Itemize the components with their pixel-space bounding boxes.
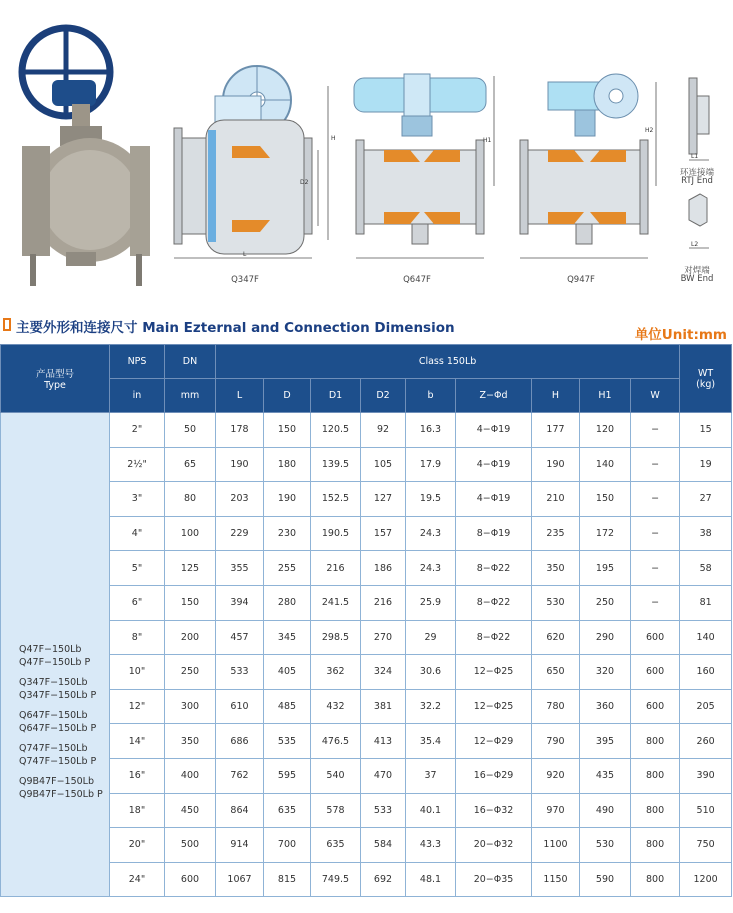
cell-wt: 260 [680, 724, 732, 759]
table-row [1, 482, 732, 517]
cell-l: 355 [216, 551, 264, 586]
unit-label: 单位Unit:mm [634, 327, 727, 343]
cell-w: 600 [631, 655, 680, 690]
cell-h: 920 [532, 758, 580, 793]
cell-zd: 4−Φ19 [456, 447, 532, 482]
cell-zd: 8−Φ19 [456, 516, 532, 551]
cell-nps: 12" [110, 689, 165, 724]
cell-dn: 125 [165, 551, 216, 586]
cell-h: 235 [532, 516, 580, 551]
cell-nps: 3" [110, 482, 165, 517]
cell-nps: 20" [110, 828, 165, 863]
cell-l: 533 [216, 655, 264, 690]
type-item: Q9B47F−150Lb P [19, 788, 103, 800]
cell-b: 30.6 [406, 655, 456, 690]
cell-b: 48.1 [406, 862, 456, 897]
cell-d: 635 [264, 793, 311, 828]
header-row-2 [1, 379, 732, 413]
cell-d2: 692 [361, 862, 406, 897]
cell-d2: 216 [361, 585, 406, 620]
header-type [1, 345, 110, 413]
cell-h1: 140 [580, 447, 631, 482]
cell-h1: 320 [580, 655, 631, 690]
dimension-table [0, 344, 732, 897]
cell-dn: 65 [165, 447, 216, 482]
cell-zd: 8−Φ22 [456, 585, 532, 620]
cell-d2: 127 [361, 482, 406, 517]
table-body [1, 413, 732, 897]
cell-l: 1067 [216, 862, 264, 897]
cell-zd: 8−Φ22 [456, 620, 532, 655]
header-col-d2: D2 [361, 379, 406, 413]
cell-dn: 600 [165, 862, 216, 897]
cell-h: 780 [532, 689, 580, 724]
cell-d2: 92 [361, 413, 406, 448]
cell-d1: 190.5 [311, 516, 361, 551]
cell-h: 177 [532, 413, 580, 448]
header-wt [680, 345, 732, 413]
cell-d2: 584 [361, 828, 406, 863]
rtj-dim-l1: L1 [691, 153, 699, 160]
cell-b: 17.9 [406, 447, 456, 482]
cell-d1: 241.5 [311, 585, 361, 620]
header-dn: DN [165, 345, 216, 379]
cell-h: 620 [532, 620, 580, 655]
cell-d2: 157 [361, 516, 406, 551]
cell-h: 970 [532, 793, 580, 828]
cell-d1: 120.5 [311, 413, 361, 448]
cell-h1: 530 [580, 828, 631, 863]
cell-wt: 27 [680, 482, 732, 517]
type-list-cell [1, 413, 110, 897]
cell-wt: 81 [680, 585, 732, 620]
cell-dn: 350 [165, 724, 216, 759]
cell-d: 190 [264, 482, 311, 517]
cell-b: 32.2 [406, 689, 456, 724]
cell-wt: 1200 [680, 862, 732, 897]
cell-w: 800 [631, 793, 680, 828]
table-row [1, 758, 732, 793]
cell-d1: 635 [311, 828, 361, 863]
cell-zd: 16−Φ29 [456, 758, 532, 793]
cell-dn: 150 [165, 585, 216, 620]
cell-d2: 470 [361, 758, 406, 793]
cell-nps: 4" [110, 516, 165, 551]
cell-nps: 24" [110, 862, 165, 897]
bw-end-caption-en: BW End [680, 274, 714, 284]
cell-l: 178 [216, 413, 264, 448]
bracket-icon [3, 318, 11, 331]
cell-zd: 4−Φ19 [456, 482, 532, 517]
cell-d: 255 [264, 551, 311, 586]
cell-zd: 8−Φ22 [456, 551, 532, 586]
cell-h1: 120 [580, 413, 631, 448]
cell-l: 203 [216, 482, 264, 517]
cell-wt: 140 [680, 620, 732, 655]
cell-d1: 298.5 [311, 620, 361, 655]
cell-nps: 2½" [110, 447, 165, 482]
cell-nps: 10" [110, 655, 165, 690]
table-row [1, 724, 732, 759]
type-item: Q747F−150Lb P [19, 755, 97, 767]
cell-d: 485 [264, 689, 311, 724]
header-nps-unit: in [110, 379, 165, 413]
q347f-drawing [174, 66, 328, 258]
cell-w: 600 [631, 620, 680, 655]
table-row [1, 828, 732, 863]
cell-d2: 105 [361, 447, 406, 482]
cell-d2: 413 [361, 724, 406, 759]
cell-dn: 100 [165, 516, 216, 551]
type-item: Q47F−150Lb [19, 644, 82, 656]
cell-nps: 8" [110, 620, 165, 655]
cell-nps: 2" [110, 413, 165, 448]
cell-d1: 432 [311, 689, 361, 724]
cell-d2: 270 [361, 620, 406, 655]
cell-l: 457 [216, 620, 264, 655]
type-item: Q47F−150Lb P [19, 656, 91, 668]
cell-d1: 216 [311, 551, 361, 586]
header-dn-unit: mm [165, 379, 216, 413]
cell-w: − [631, 516, 680, 551]
cell-b: 19.5 [406, 482, 456, 517]
cell-h: 530 [532, 585, 580, 620]
cell-h1: 290 [580, 620, 631, 655]
cell-wt: 38 [680, 516, 732, 551]
q347f-dim-l: L [243, 251, 247, 258]
header-col-l: L [216, 379, 264, 413]
table-row [1, 551, 732, 586]
cell-dn: 500 [165, 828, 216, 863]
header-col-zd: Z−Φd [456, 379, 532, 413]
cell-d1: 476.5 [311, 724, 361, 759]
cell-zd: 4−Φ19 [456, 413, 532, 448]
cell-wt: 58 [680, 551, 732, 586]
table-row [1, 620, 732, 655]
header-row-1 [1, 345, 732, 379]
cell-l: 914 [216, 828, 264, 863]
q347f-dim-d: D2 [300, 179, 309, 186]
table-row [1, 655, 732, 690]
cell-h: 1100 [532, 828, 580, 863]
cell-zd: 20−Φ35 [456, 862, 532, 897]
q947f-dim-h2: H2 [645, 127, 654, 134]
cell-d1: 362 [311, 655, 361, 690]
cell-h1: 172 [580, 516, 631, 551]
header-wt-unit: (kg) [696, 378, 716, 390]
cell-h1: 395 [580, 724, 631, 759]
cell-l: 686 [216, 724, 264, 759]
cell-d: 815 [264, 862, 311, 897]
rtj-end-caption-cn: 环连接端 [679, 168, 714, 178]
table-row [1, 413, 732, 448]
table-row [1, 862, 732, 897]
type-item: Q9B47F−150Lb [19, 776, 95, 788]
table-row [1, 516, 732, 551]
cell-dn: 300 [165, 689, 216, 724]
bw-end-detail [689, 194, 709, 248]
cell-b: 43.3 [406, 828, 456, 863]
cell-wt: 390 [680, 758, 732, 793]
cell-dn: 200 [165, 620, 216, 655]
cell-b: 35.4 [406, 724, 456, 759]
cell-w: − [631, 482, 680, 517]
q647f-caption: Q647F [403, 275, 431, 285]
cell-nps: 14" [110, 724, 165, 759]
cell-w: 800 [631, 758, 680, 793]
bw-end-caption-cn: 对焊端 [684, 266, 710, 276]
header-col-w: W [631, 379, 680, 413]
cell-d: 180 [264, 447, 311, 482]
header-col-d: D [264, 379, 311, 413]
cell-l: 864 [216, 793, 264, 828]
cell-h: 190 [532, 447, 580, 482]
cell-wt: 750 [680, 828, 732, 863]
table-row [1, 447, 732, 482]
cell-h1: 150 [580, 482, 631, 517]
cell-d: 700 [264, 828, 311, 863]
cell-zd: 12−Φ25 [456, 689, 532, 724]
cell-w: 800 [631, 828, 680, 863]
cell-wt: 15 [680, 413, 732, 448]
cell-h1: 490 [580, 793, 631, 828]
cell-l: 190 [216, 447, 264, 482]
section-title: 主要外形和连接尺寸 Main Ezternal and Connection Dimension [16, 320, 455, 336]
cell-wt: 19 [680, 447, 732, 482]
cell-zd: 12−Φ29 [456, 724, 532, 759]
cell-d2: 186 [361, 551, 406, 586]
cell-h: 1150 [532, 862, 580, 897]
q947f-caption: Q947F [567, 275, 595, 285]
cell-b: 29 [406, 620, 456, 655]
cell-h: 350 [532, 551, 580, 586]
header-col-h1: H1 [580, 379, 631, 413]
header-wt-label: WT [698, 367, 714, 379]
cell-d1: 540 [311, 758, 361, 793]
cell-dn: 450 [165, 793, 216, 828]
cell-w: 800 [631, 724, 680, 759]
cell-nps: 6" [110, 585, 165, 620]
cell-dn: 400 [165, 758, 216, 793]
q347f-caption: Q347F [231, 275, 259, 285]
valve-diagram-strip [0, 0, 733, 305]
header-col-b: b [406, 379, 456, 413]
cell-d: 345 [264, 620, 311, 655]
cell-h: 650 [532, 655, 580, 690]
cell-zd: 16−Φ32 [456, 793, 532, 828]
cell-b: 24.3 [406, 551, 456, 586]
cell-dn: 50 [165, 413, 216, 448]
cell-wt: 160 [680, 655, 732, 690]
cell-wt: 205 [680, 689, 732, 724]
cell-w: 800 [631, 862, 680, 897]
cell-l: 394 [216, 585, 264, 620]
cell-h1: 360 [580, 689, 631, 724]
table-row [1, 585, 732, 620]
table-row [1, 793, 732, 828]
type-item: Q347F−150Lb P [19, 689, 97, 701]
header-type-en: Type [44, 380, 66, 391]
q347f-dim-h: H [331, 135, 336, 142]
cell-h1: 250 [580, 585, 631, 620]
cell-h: 210 [532, 482, 580, 517]
type-item: Q747F−150Lb [19, 743, 88, 755]
cell-l: 762 [216, 758, 264, 793]
cell-wt: 510 [680, 793, 732, 828]
cell-w: − [631, 585, 680, 620]
cell-b: 25.9 [406, 585, 456, 620]
rtj-end-detail [689, 78, 709, 160]
cell-h1: 590 [580, 862, 631, 897]
cell-nps: 5" [110, 551, 165, 586]
bw-dim-l2: L2 [691, 241, 699, 248]
cell-dn: 80 [165, 482, 216, 517]
cell-d2: 324 [361, 655, 406, 690]
cell-d1: 749.5 [311, 862, 361, 897]
type-item: Q647F−150Lb P [19, 722, 97, 734]
cell-d1: 578 [311, 793, 361, 828]
cell-d1: 152.5 [311, 482, 361, 517]
header-class: Class 150Lb [216, 345, 680, 379]
type-item: Q647F−150Lb [19, 710, 88, 722]
q647f-dim-h1: H1 [483, 137, 492, 144]
cell-zd: 20−Φ32 [456, 828, 532, 863]
cell-d1: 139.5 [311, 447, 361, 482]
header-col-d1: D1 [311, 379, 361, 413]
cell-b: 40.1 [406, 793, 456, 828]
q647f-drawing [354, 74, 494, 258]
cell-h: 790 [532, 724, 580, 759]
cell-nps: 16" [110, 758, 165, 793]
cell-w: − [631, 447, 680, 482]
cell-nps: 18" [110, 793, 165, 828]
rtj-end-caption-en: RTJ End [681, 176, 713, 186]
cell-l: 610 [216, 689, 264, 724]
cell-d: 280 [264, 585, 311, 620]
cell-zd: 12−Φ25 [456, 655, 532, 690]
cell-d: 230 [264, 516, 311, 551]
cell-d: 595 [264, 758, 311, 793]
cell-h1: 195 [580, 551, 631, 586]
header-type-cn: 产品型号 [35, 369, 74, 380]
cell-b: 37 [406, 758, 456, 793]
cell-h1: 435 [580, 758, 631, 793]
cell-d: 405 [264, 655, 311, 690]
table-row [1, 689, 732, 724]
q947f-drawing [520, 74, 656, 258]
cell-d2: 533 [361, 793, 406, 828]
section-header [0, 314, 733, 343]
valve-photo [22, 28, 150, 286]
cell-l: 229 [216, 516, 264, 551]
cell-dn: 250 [165, 655, 216, 690]
cell-w: − [631, 551, 680, 586]
type-item: Q347F−150Lb [19, 677, 88, 689]
cell-d: 150 [264, 413, 311, 448]
cell-w: − [631, 413, 680, 448]
cell-b: 16.3 [406, 413, 456, 448]
header-col-h: H [532, 379, 580, 413]
header-nps: NPS [110, 345, 165, 379]
cell-b: 24.3 [406, 516, 456, 551]
cell-w: 600 [631, 689, 680, 724]
cell-d2: 381 [361, 689, 406, 724]
cell-d: 535 [264, 724, 311, 759]
